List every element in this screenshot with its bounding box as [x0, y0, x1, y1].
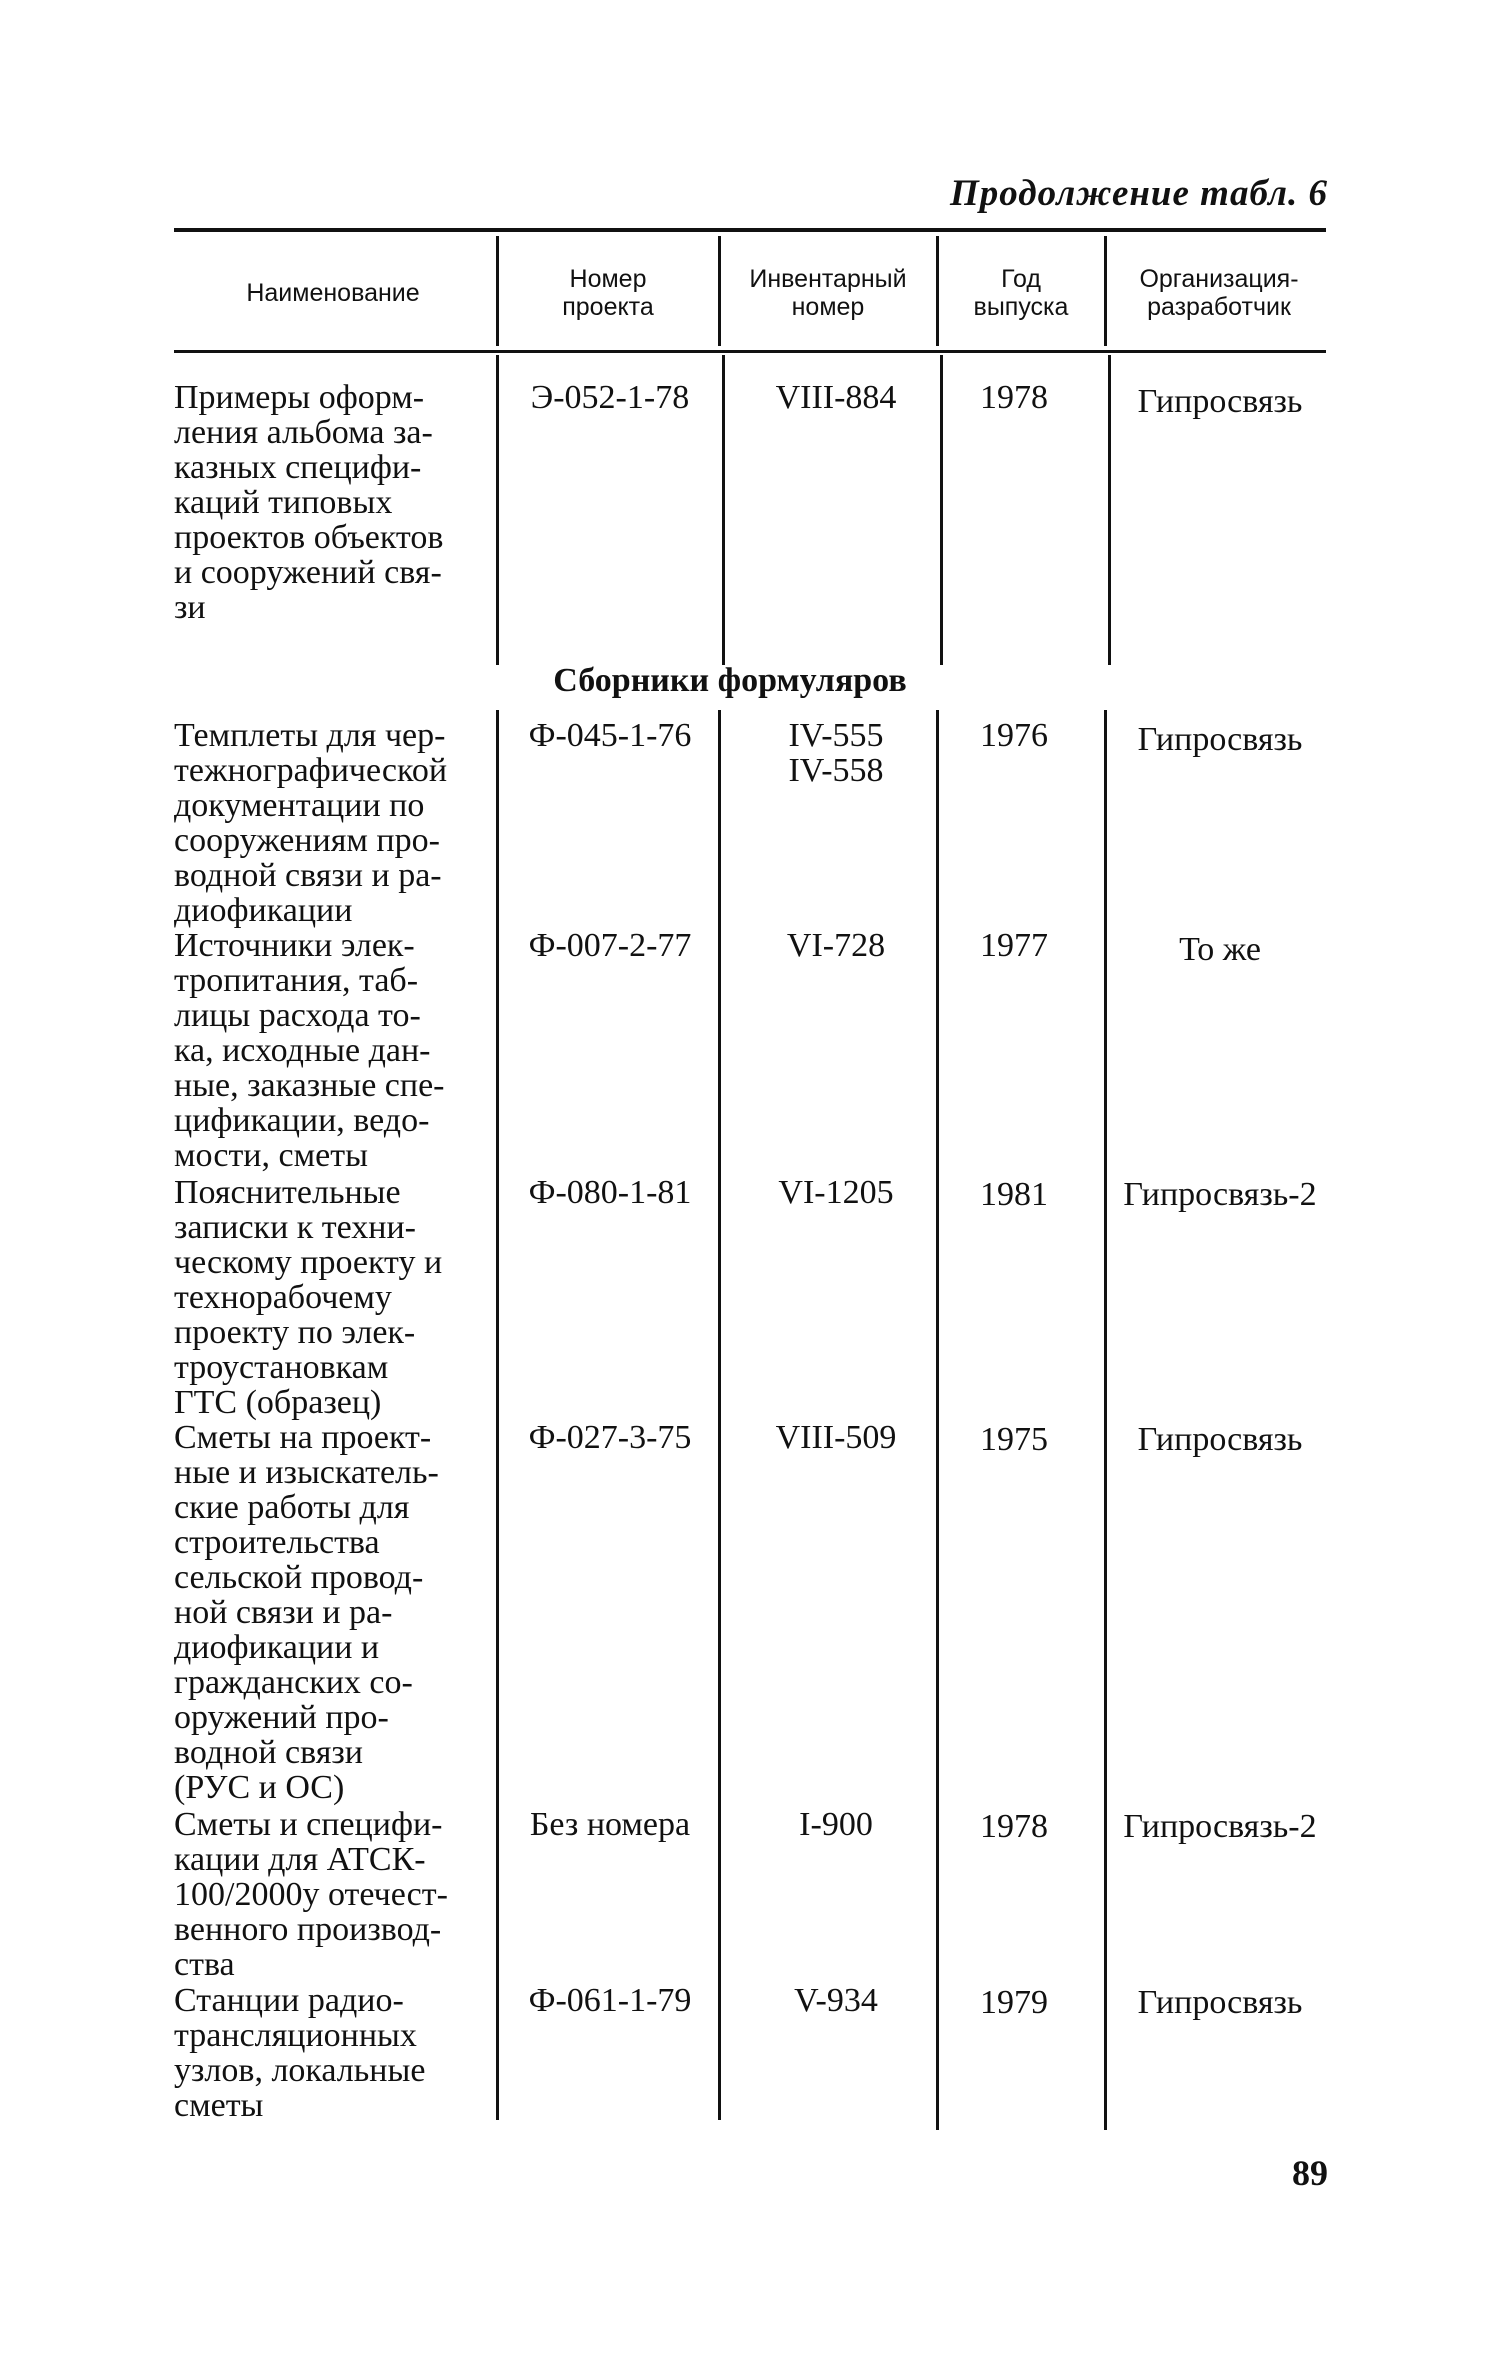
table-row-inventory: VI-728 [786, 927, 886, 964]
table-row-inventory: VIII-884 [775, 379, 897, 416]
table-row-org: Гипросвязь-2 [1123, 1808, 1317, 1845]
table-row-org: Гипросвязь [1137, 721, 1303, 758]
table-row-project: Ф-045-1-76 [528, 717, 692, 754]
table-row-name: Сметы на проект- ные и изыскатель- ские работы для строительства сельской провод- ной связи и ра- диофикации и гражданских со- оружений про- водной связи (РУС и ОС) [174, 1419, 439, 1806]
header-divider [936, 236, 939, 346]
table-row-year: 1976 [980, 717, 1048, 754]
header-year: Год выпуска [973, 264, 1069, 321]
header-divider [1104, 236, 1107, 346]
table-row-name: Источники элек- тропитания, таб- лицы расхода то- ка, исходные дан- ные, заказные спе- цификации, ведо- мости, сметы [174, 927, 445, 1174]
table-row-inventory: V-934 [794, 1982, 878, 2019]
table-row-name: Пояснительные записки к техни- ческому проекту и технорабочему проекту по элек- троустановкам ГТС (образец) [174, 1174, 443, 1421]
table-row-project: Ф-061-1-79 [528, 1982, 692, 2019]
table-row-year: 1975 [980, 1421, 1048, 1458]
table-row-org: Гипросвязь [1137, 383, 1303, 420]
table-row-project: Э-052-1-78 [530, 379, 690, 416]
table-row-name: Станции радио- трансляционных узлов, локальные сметы [174, 1982, 426, 2124]
table-row-inventory: IV-555 IV-558 [788, 717, 884, 789]
table-row-org: Гипросвязь [1137, 1984, 1303, 2021]
table-row-year: 1977 [980, 927, 1048, 964]
header-project: Номер проекта [562, 264, 654, 321]
header-inventory: Инвентарный номер [749, 264, 907, 321]
column-divider [722, 355, 725, 665]
table-row-project: Без номера [529, 1806, 691, 1843]
table-row-name: Сметы и специфи- кации для АТСК- 100/2000у отечест- венного производ- ства [174, 1806, 448, 1983]
table-row-name: Темплеты для чер- тежнографической документации по сооружениям про- водной связи и ра- диофикации [174, 717, 448, 929]
header-org: Организация- разработчик [1139, 264, 1299, 321]
table-header-rule [174, 350, 1326, 353]
continuation-caption: Продолжение табл. 6 [950, 173, 1328, 214]
column-divider [496, 710, 499, 2120]
column-divider [1104, 710, 1107, 2130]
table-row-inventory: I-900 [799, 1806, 873, 1843]
header-divider [718, 236, 721, 346]
header-divider [496, 236, 499, 346]
section-title: Сборники формуляров [553, 662, 907, 699]
column-divider [496, 355, 499, 665]
table-row-project: Ф-027-3-75 [528, 1419, 692, 1456]
table-row-year: 1978 [980, 1808, 1048, 1845]
table-row-name: Примеры оформ- ления альбома за- казных специфи- каций типовых проектов объектов и сооружений свя- зи [174, 379, 444, 626]
table-row-inventory: VIII-509 [775, 1419, 897, 1456]
page-number: 89 [1292, 2153, 1328, 2193]
header-name: Наименование [246, 278, 420, 307]
table-row-org: Гипросвязь [1137, 1421, 1303, 1458]
table-row-org: То же [1179, 931, 1261, 968]
column-divider [718, 710, 721, 2120]
table-row-project: Ф-007-2-77 [528, 927, 692, 964]
table-row-year: 1978 [980, 379, 1048, 416]
table-row-year: 1979 [980, 1984, 1048, 2021]
table-top-rule [174, 228, 1326, 232]
table-row-org: Гипросвязь-2 [1123, 1176, 1317, 1213]
table-row-inventory: VI-1205 [778, 1174, 894, 1211]
table-row-year: 1981 [980, 1176, 1048, 1213]
table-row-project: Ф-080-1-81 [528, 1174, 692, 1211]
